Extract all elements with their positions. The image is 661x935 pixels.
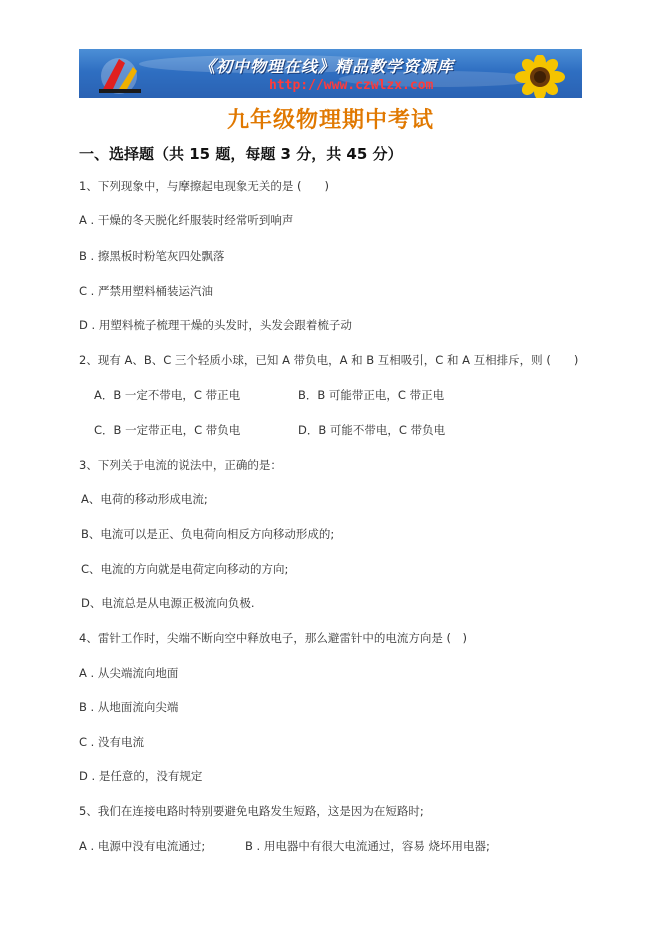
question-3-option-a: A、电荷的移动形成电流; [81,492,208,506]
page-title: 九年级物理期中考试 [226,107,434,133]
banner-title: 《初中物理在线》精品教学资源库 [199,57,455,76]
question-5-stem: 5、我们在连接电路时特别要避免电路发生短路，这是因为在短路时; [79,804,424,818]
header-banner [79,49,582,98]
question-2-option-d: D．B 可能不带电，C 带负电 [298,423,446,437]
question-2-option-a: A．B 一定不带电，C 带正电 [94,388,241,402]
question-2-stem: 2、现有 A、B、C 三个轻质小球，已知 A 带负电，A 和 B 互相吸引，C 和 A 互相排斥，则 ( ) [79,353,579,367]
banner-url: http://www.czwlzx.com [269,78,434,93]
question-2-option-c: C．B 一定带正电，C 带负电 [94,423,241,437]
question-4-option-b: B . 从地面流向尖端 [79,700,179,714]
question-4-stem: 4、雷针工作时，尖端不断向空中释放电子，那么避雷针中的电流方向是 ( ) [79,631,467,645]
section-heading: 一、选择题（共 15 题，每题 3 分，共 45 分） [79,145,403,163]
question-1-option-a: A . 干燥的冬天脱化纤服装时经常听到响声 [79,213,294,227]
question-1-stem: 1、下列现象中，与摩擦起电现象无关的是 ( ) [79,179,329,193]
question-2-option-b: B．B 可能带正电，C 带正电 [298,388,445,402]
question-4-option-c: C . 没有电流 [79,735,144,749]
question-3-option-c: C、电流的方向就是电荷定向移动的方向; [81,562,289,576]
question-3-option-d: D、电流总是从电源正极流向负极. [81,596,255,610]
question-4-option-d: D . 是任意的，没有规定 [79,769,203,783]
question-5-option-b: B . 用电器中有很大电流通过，容易 烧坏用电器; [245,839,490,853]
question-1-option-b: B . 擦黑板时粉笔灰四处飘落 [79,249,225,263]
question-3-option-b: B、电流可以是正、负电荷向相反方向移动形成的; [81,527,335,541]
question-4-option-a: A . 从尖端流向地面 [79,666,179,680]
question-3-stem: 3、下列关于电流的说法中，正确的是： [79,458,282,472]
question-1-option-c: C . 严禁用塑料桶装运汽油 [79,284,213,298]
sunflower-icon [504,55,576,98]
question-5-option-a: A . 电源中没有电流通过; [79,839,206,853]
site-logo-icon [89,51,149,97]
question-1-option-d: D . 用塑料梳子梳理干燥的头发时，头发会跟着梳子动 [79,318,352,332]
